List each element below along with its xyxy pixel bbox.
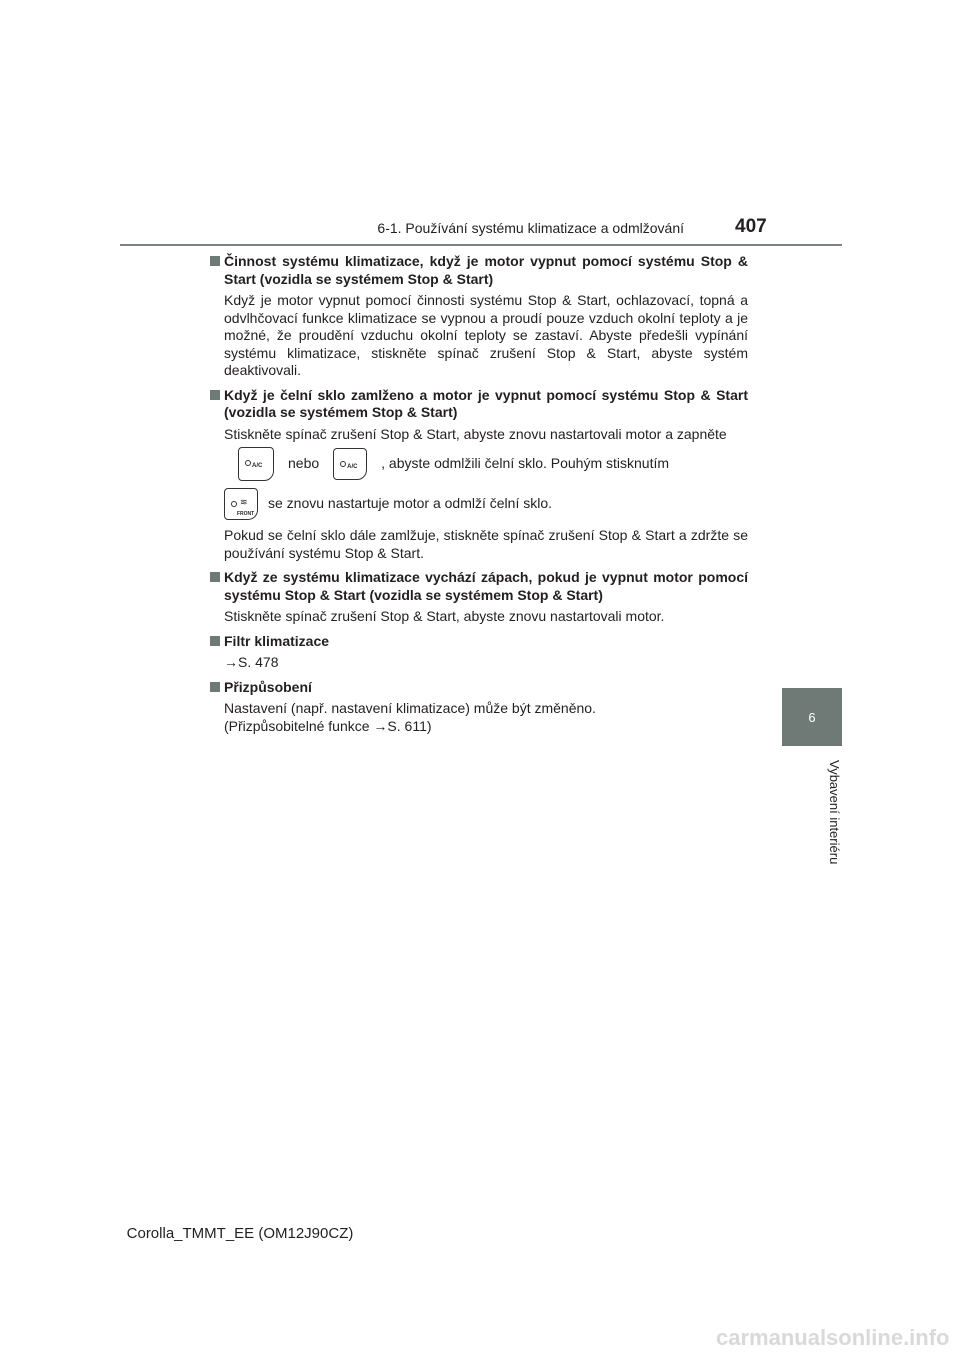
heading-text: Činnost systému klimatizace, když je motor vypnut pomocí systému Stop & Start (vozidla se systémem Stop & Start) xyxy=(224,253,748,287)
watermark: carmanualsonline.info xyxy=(716,1325,950,1350)
section-filter xyxy=(210,633,748,672)
or-word: nebo xyxy=(288,455,320,472)
section-body: Když je motor vypnut pomocí činnosti systému Stop & Start, ochlazovací, topná a odvlhčovací funkce klimatizace se vypnou a proudí pouze vzduch okolní teploty a je možné, že proudění vzduchu okolní teploty se zastaví. Abyste předešli vypínání systému klimatizace, stiskněte spínač zrušení Stop & Start, abyste systém deaktivovali. xyxy=(224,292,748,378)
square-bullet-icon xyxy=(210,682,220,692)
body-after-button: se znovu nastartuje motor a odmlží čelní sklo. xyxy=(268,495,553,512)
section-heading xyxy=(210,679,748,697)
square-bullet-icon xyxy=(210,572,220,582)
section-customization xyxy=(210,679,748,736)
section-heading xyxy=(210,633,748,651)
ac-label: A/C xyxy=(347,464,358,470)
chapter-tab-label: Vybavení interiéru xyxy=(827,759,842,865)
front-label: FRONT xyxy=(237,511,255,517)
ac-label: A/C xyxy=(252,463,263,469)
page-number: 407 xyxy=(735,216,767,237)
heading-text: Přizpůsobení xyxy=(224,678,312,695)
section-heading xyxy=(210,569,748,604)
section-heading xyxy=(210,253,748,288)
indicator-dot xyxy=(245,460,251,466)
running-header: 6-1. Používání systému klimatizace a odmlžování xyxy=(377,220,684,236)
heading-text: Když ze systému klimatizace vychází zápach, pokud je vypnut motor pomocí systému Stop & Start (vozidla se systémem Stop & Start) xyxy=(224,569,748,603)
section-body: Nastavení (např. nastavení klimatizace) může být změněno. xyxy=(224,700,596,716)
front-defrost-button-icon xyxy=(224,488,258,520)
square-bullet-icon xyxy=(210,636,220,646)
defrost-icon: ≋ xyxy=(240,497,248,507)
footer-model-code: Corolla_TMMT_EE (OM12J90CZ) xyxy=(126,1225,354,1242)
section-body: Stiskněte spínač zrušení Stop & Start, abyste znovu nastartovali motor a zapněte xyxy=(224,425,727,442)
header-divider xyxy=(120,244,842,246)
section-heading xyxy=(210,387,748,422)
indicator-dot xyxy=(340,461,346,467)
button-instruction-line xyxy=(224,485,748,523)
section-stop-start-ac xyxy=(210,253,748,380)
section-odor xyxy=(210,569,748,626)
body-mid: , abyste odmlžili čelní sklo. Pouhým stisknutím xyxy=(381,455,670,472)
section-body-reference[interactable]: (Přizpůsobitelné funkce →S. 611) xyxy=(224,717,432,734)
ac-button-alt-icon xyxy=(333,448,367,480)
section-windshield-fog xyxy=(210,387,748,563)
button-instruction-line xyxy=(224,445,748,483)
square-bullet-icon xyxy=(210,390,220,400)
chapter-tab-number[interactable]: 6 xyxy=(782,688,842,746)
heading-text: Filtr klimatizace xyxy=(224,632,330,649)
page-reference-link[interactable]: →S. 478 xyxy=(224,654,279,670)
ac-button-icon xyxy=(238,447,274,481)
section-body: Stiskněte spínač zrušení Stop & Start, abyste znovu nastartovali motor. xyxy=(224,608,665,624)
square-bullet-icon xyxy=(210,256,220,266)
section-body: Pokud se čelní sklo dále zamlžuje, stiskněte spínač zrušení Stop & Start a zdržte se používání systému Stop & Start. xyxy=(224,527,748,561)
page-content xyxy=(210,253,748,742)
heading-text: Když je čelní sklo zamlženo a motor je vypnut pomocí systému Stop & Start (vozidla se systémem Stop & Start) xyxy=(224,386,748,420)
